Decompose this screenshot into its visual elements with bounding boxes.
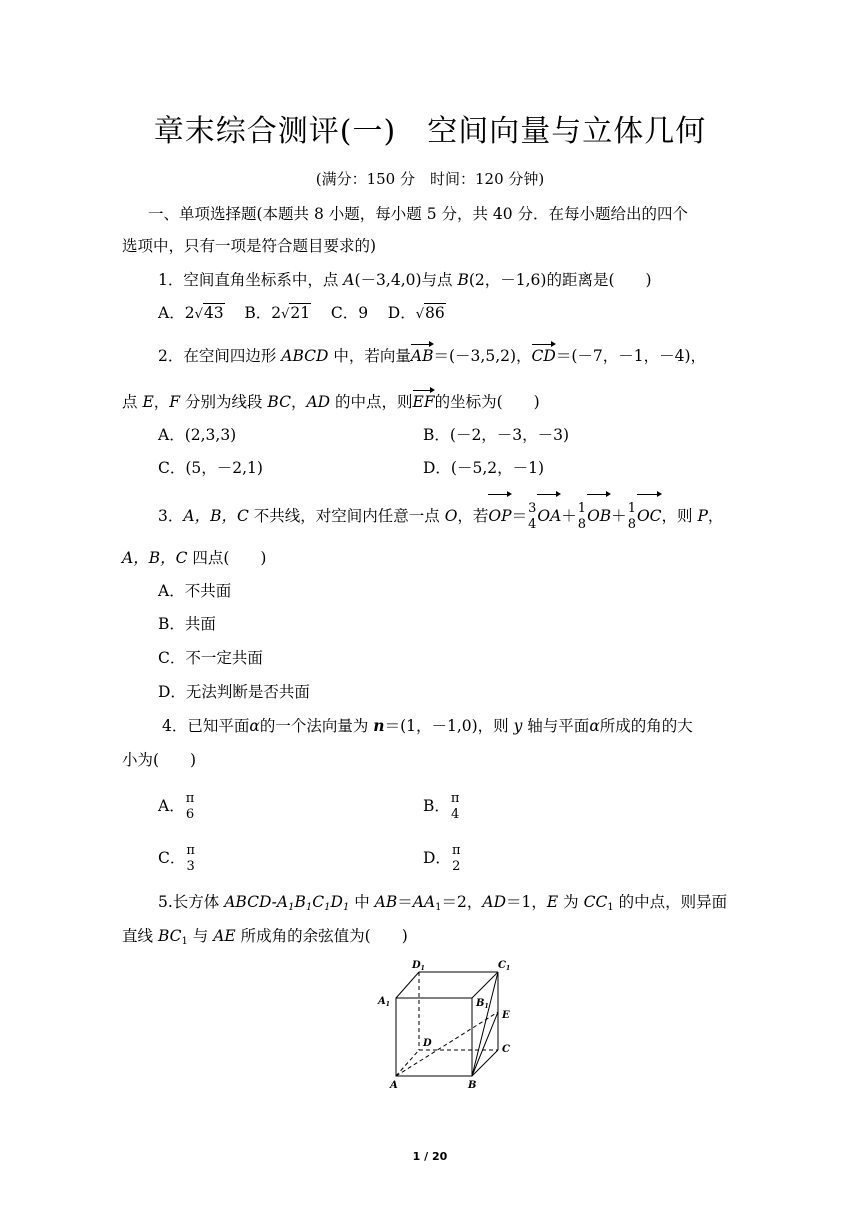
q1-text-pre: 1．空间直角坐标系中，点 bbox=[158, 271, 344, 289]
q2-vector-ab: AB bbox=[410, 347, 434, 365]
section-heading-line2: 选项中，只有一项是符合题目要求的) bbox=[122, 237, 377, 255]
label-e: E bbox=[502, 1010, 510, 1021]
q3-fraction-1: 3 4 bbox=[528, 501, 537, 532]
edge-a1d1 bbox=[396, 972, 419, 998]
q3-vector-op: OP bbox=[488, 496, 511, 536]
cuboid-figure bbox=[374, 956, 524, 1092]
front-face bbox=[396, 998, 472, 1076]
q2-option-c: C．(5，－2,1) bbox=[158, 459, 263, 477]
exam-meta: (满分：150 分 时间：120 分钟) bbox=[315, 170, 545, 188]
label-c1: $C_1$ bbox=[498, 960, 511, 972]
q1-option-a: A．2√43 bbox=[158, 304, 224, 322]
q2-vector-ef: EF bbox=[412, 393, 435, 411]
label-a1: $A_1$ bbox=[378, 996, 390, 1008]
question-2-stem-line2: 点 E，F 分别为线段 BC，AD 的中点，则EF的坐标为( ) bbox=[122, 393, 540, 411]
question-5-stem-line2: 直线 $BC_1$ 与 AE 所成角的余弦值为( ) bbox=[122, 927, 408, 947]
section-heading-line1: 一、单项选择题(本题共 8 小题，每小题 5 分，共 40 分．在每小题给出的四个 bbox=[148, 205, 689, 223]
question-1-options bbox=[158, 303, 446, 325]
q4-option-a: A． π 6 bbox=[158, 791, 195, 822]
edge-bc bbox=[472, 1050, 498, 1076]
q3-option-d: D．无法判断是否共面 bbox=[158, 683, 310, 701]
q1-option-d: D．√86 bbox=[387, 304, 445, 322]
question-2-stem-line1: 2．在空间四边形 ABCD 中，若向量AB＝(－3,5,2)，CD＝(－7，－1，－4)， bbox=[158, 347, 707, 365]
label-b1: $B_1$ bbox=[476, 998, 489, 1010]
q2-option-a: A．(2,3,3) bbox=[158, 426, 237, 444]
q3-vector-oa: OA bbox=[537, 496, 561, 536]
question-4-stem-line2: 小为( ) bbox=[122, 751, 197, 769]
q3-option-a: A．不共面 bbox=[158, 582, 232, 600]
segment-bc1 bbox=[472, 972, 498, 1076]
q4-option-c: C． π 3 bbox=[158, 843, 195, 874]
question-4-stem-line1: 4．已知平面α的一个法向量为 n＝(1，－1,0)，则 y 轴与平面α所成的角的大 bbox=[162, 716, 693, 735]
q1-text-mid: (－3,4,0)与点 bbox=[354, 271, 458, 289]
q2-option-d: D．(－5,2，－1) bbox=[423, 459, 545, 477]
question-3-stem-line2: A，B，C 四点( ) bbox=[122, 549, 267, 567]
q4-option-d: D． π 2 bbox=[423, 843, 461, 874]
question-1-stem bbox=[158, 270, 652, 290]
q1-point-b: B bbox=[457, 271, 469, 289]
q1-text-post: (2，－1,6)的距离是( ) bbox=[468, 271, 652, 289]
label-c: C bbox=[502, 1044, 510, 1055]
q1-option-b: B．2√21 bbox=[244, 304, 311, 322]
question-3-stem-line1: 3．A，B，C 不共线，对空间内任意一点 O，若OP＝ 3 4 OA＋ 1 8 OB＋ 1 8 OC，则 P， bbox=[158, 496, 723, 536]
q1-point-a: A bbox=[343, 271, 355, 289]
edge-b1c1 bbox=[472, 972, 498, 998]
page-number: 1 / 20 bbox=[412, 1150, 448, 1163]
label-b: B bbox=[468, 1080, 477, 1091]
q4-normal-vector: n bbox=[373, 716, 385, 735]
label-d: D bbox=[423, 1038, 432, 1049]
label-d1: $D_1$ bbox=[412, 960, 425, 972]
page-title: 章末综合测评(一) 空间向量与立体几何 bbox=[153, 114, 707, 149]
hidden-segment-ae bbox=[396, 1012, 498, 1076]
hidden-edge-ad bbox=[396, 1050, 419, 1076]
q3-option-b: B．共面 bbox=[158, 615, 216, 633]
question-5-stem-line1: 5.长方体 ABCD-$A_1B_1C_1D_1$ 中 $AB=AA_1=2$，AD＝1，E 为 $CC_1$ 的中点，则异面 bbox=[158, 893, 728, 913]
q3-fraction-2: 1 8 bbox=[577, 501, 587, 532]
q1-option-c: C．9 bbox=[330, 304, 369, 322]
q3-option-c: C．不一定共面 bbox=[158, 649, 263, 667]
q2-option-b: B．(－2，－3，－3) bbox=[423, 426, 570, 444]
q3-vector-ob: OB bbox=[587, 496, 611, 536]
segment-be bbox=[472, 1012, 498, 1076]
q2-quad-name: ABCD bbox=[281, 347, 329, 365]
q4-option-b: B． π 4 bbox=[423, 791, 460, 822]
q3-fraction-3: 1 8 bbox=[627, 501, 636, 532]
q2-vector-cd: CD bbox=[531, 347, 556, 365]
label-a: A bbox=[390, 1080, 398, 1091]
q3-vector-oc: OC bbox=[637, 496, 662, 536]
